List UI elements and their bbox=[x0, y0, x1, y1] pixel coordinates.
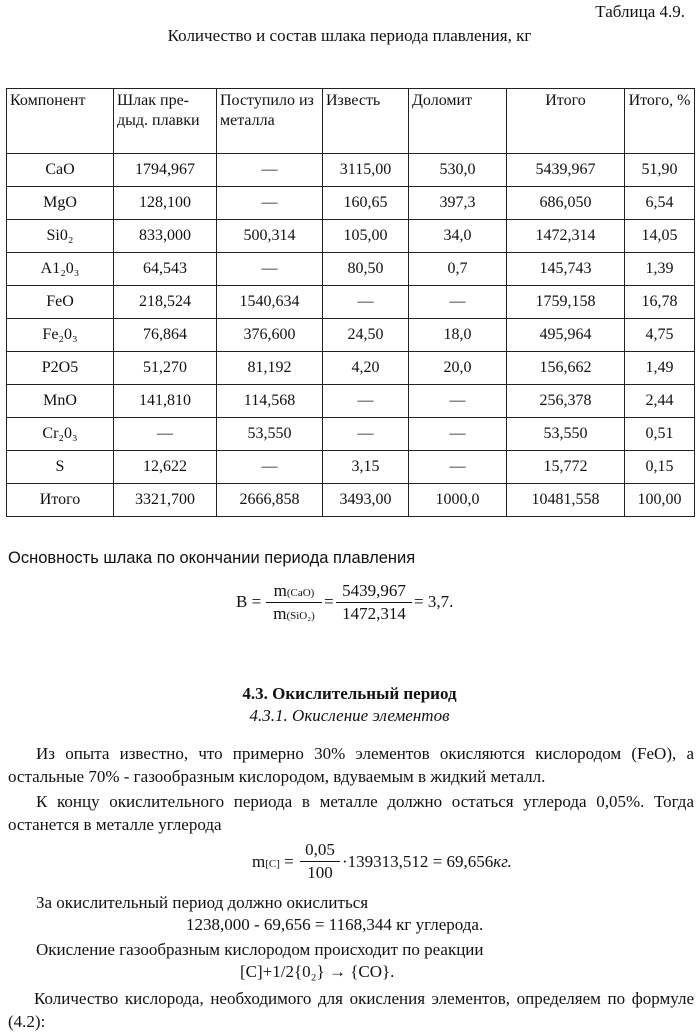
value-cell: 1,39 bbox=[625, 253, 695, 286]
basicity-label: Основность шлака по окончании периода плавления bbox=[8, 549, 416, 567]
value-cell: 256,378 bbox=[507, 385, 625, 418]
carbon-mass-unit: кг. bbox=[493, 852, 512, 871]
table-caption: Количество и состав шлака периода плавления, кг bbox=[167, 26, 532, 45]
value-cell: 3493,00 bbox=[323, 484, 409, 517]
value-cell: 20,0 bbox=[409, 352, 507, 385]
carbon-fraction bbox=[300, 840, 340, 883]
value-cell: 81,192 bbox=[217, 352, 323, 385]
reaction-equation: [C]+1/2{0₂} → {CO}. bbox=[240, 962, 395, 981]
fraction-denominator-value: 1472,314 bbox=[342, 604, 406, 623]
value-cell: 1540,634 bbox=[217, 286, 323, 319]
carbon-mass-subscript: [C] bbox=[265, 858, 280, 870]
value-cell: 141,810 bbox=[114, 385, 217, 418]
subsection-title: 4.3.1. Окисление элементов bbox=[249, 706, 450, 725]
value-cell: — bbox=[217, 154, 323, 187]
value-cell: 1000,0 bbox=[409, 484, 507, 517]
value-cell: 686,050 bbox=[507, 187, 625, 220]
value-cell: 156,662 bbox=[507, 352, 625, 385]
value-cell: 14,05 bbox=[625, 220, 695, 253]
value-cell: 1794,967 bbox=[114, 154, 217, 187]
component-cell: P2O5 bbox=[7, 352, 114, 385]
value-cell: 34,0 bbox=[409, 220, 507, 253]
section-title: 4.3. Окислительный период bbox=[242, 684, 457, 703]
component-cell: A1₂0₃ bbox=[7, 253, 114, 286]
value-cell: — bbox=[409, 451, 507, 484]
component-cell: S bbox=[7, 451, 114, 484]
reaction-intro: Окисление газообразным кислородом происходит по реакции bbox=[36, 940, 484, 959]
fraction-numerator-subscript: (CaO) bbox=[286, 587, 315, 599]
header-cell: Компонент bbox=[7, 89, 114, 154]
component-cell: MgO bbox=[7, 187, 114, 220]
value-cell: 64,543 bbox=[114, 253, 217, 286]
table-row bbox=[7, 451, 695, 484]
basicity-lhs: B = bbox=[236, 592, 262, 611]
carbon-mass-lhs: m[C] = bbox=[252, 852, 294, 871]
value-cell: — bbox=[217, 451, 323, 484]
table-number: Таблица 4.9. bbox=[595, 2, 685, 21]
value-cell: 24,50 bbox=[323, 319, 409, 352]
value-cell: 76,864 bbox=[114, 319, 217, 352]
component-cell: FeO bbox=[7, 286, 114, 319]
carbon-mass-value: ·139313,512 = 69,656 bbox=[342, 852, 494, 871]
component-cell: Fe₂0₃ bbox=[7, 319, 114, 352]
basicity-symbolic-fraction bbox=[266, 581, 322, 624]
value-cell: 53,550 bbox=[507, 418, 625, 451]
component-cell: CaO bbox=[7, 154, 114, 187]
carbon-oxidized-calc: 1238,000 - 69,656 = 1168,344 кг углерода. bbox=[186, 915, 484, 934]
value-cell: 2666,858 bbox=[217, 484, 323, 517]
value-cell: 218,524 bbox=[114, 286, 217, 319]
value-cell: 51,270 bbox=[114, 352, 217, 385]
value-cell: — bbox=[409, 418, 507, 451]
value-cell: 500,314 bbox=[217, 220, 323, 253]
table-row bbox=[7, 286, 695, 319]
table-row bbox=[7, 187, 695, 220]
value-cell: 53,550 bbox=[217, 418, 323, 451]
value-cell: 100,00 bbox=[625, 484, 695, 517]
carbon-mass-symbol: m bbox=[252, 852, 266, 871]
carbon-mass-result bbox=[342, 852, 512, 872]
table-row bbox=[7, 220, 695, 253]
table-row bbox=[7, 385, 695, 418]
header-cell: Итого, % bbox=[625, 89, 695, 154]
component-cell: Итого bbox=[7, 484, 114, 517]
header-cell: Итого bbox=[507, 89, 625, 154]
value-cell: 145,743 bbox=[507, 253, 625, 286]
value-cell: 105,00 bbox=[323, 220, 409, 253]
value-cell: 397,3 bbox=[409, 187, 507, 220]
value-cell: 12,622 bbox=[114, 451, 217, 484]
value-cell: 15,772 bbox=[507, 451, 625, 484]
value-cell: 16,78 bbox=[625, 286, 695, 319]
value-cell: 530,0 bbox=[409, 154, 507, 187]
table-row bbox=[7, 418, 695, 451]
paragraph-oxidation-share: Из опыта известно, что примерно 30% элементов окисляются кислородом (FeO), а остальные 70% - газообразным кислородом, вдуваемым в жидкий металл. bbox=[8, 744, 694, 786]
header-cell: Поступило из металла bbox=[217, 89, 323, 154]
component-cell: MnO bbox=[7, 385, 114, 418]
table-row bbox=[7, 154, 695, 187]
value-cell: — bbox=[409, 385, 507, 418]
fraction-numerator-value: 5439,967 bbox=[336, 581, 412, 603]
value-cell: 0,7 bbox=[409, 253, 507, 286]
table-header-row bbox=[7, 89, 695, 154]
value-cell: 1,49 bbox=[625, 352, 695, 385]
value-cell: 160,65 bbox=[323, 187, 409, 220]
table-row bbox=[7, 484, 695, 517]
basicity-result: = 3,7. bbox=[414, 592, 454, 611]
value-cell: 0,51 bbox=[625, 418, 695, 451]
value-cell: 2,44 bbox=[625, 385, 695, 418]
value-cell: 4,75 bbox=[625, 319, 695, 352]
value-cell: 376,600 bbox=[217, 319, 323, 352]
slag-composition-table bbox=[6, 88, 695, 517]
value-cell: 4,20 bbox=[323, 352, 409, 385]
value-cell: 18,0 bbox=[409, 319, 507, 352]
equals-sign: = bbox=[324, 592, 334, 611]
value-cell: 5439,967 bbox=[507, 154, 625, 187]
carbon-fraction-numerator: 0,05 bbox=[300, 840, 340, 862]
value-cell: 3,15 bbox=[323, 451, 409, 484]
value-cell: 833,000 bbox=[114, 220, 217, 253]
component-cell: Si0₂ bbox=[7, 220, 114, 253]
value-cell: — bbox=[114, 418, 217, 451]
value-cell: 3115,00 bbox=[323, 154, 409, 187]
value-cell: 1472,314 bbox=[507, 220, 625, 253]
fraction-numerator-symbol: m bbox=[273, 581, 287, 600]
oxidize-intro: За окислительный период должно окислиться bbox=[36, 893, 369, 912]
value-cell: — bbox=[323, 418, 409, 451]
basicity-numeric-fraction bbox=[336, 581, 412, 624]
value-cell: 128,100 bbox=[114, 187, 217, 220]
value-cell: — bbox=[217, 187, 323, 220]
value-cell: 1759,158 bbox=[507, 286, 625, 319]
fraction-denominator-symbol: m bbox=[273, 604, 287, 623]
header-cell: Известь bbox=[323, 89, 409, 154]
value-cell: — bbox=[323, 286, 409, 319]
table-row bbox=[7, 319, 695, 352]
table-row bbox=[7, 352, 695, 385]
value-cell: 3321,700 bbox=[114, 484, 217, 517]
value-cell: 114,568 bbox=[217, 385, 323, 418]
carbon-fraction-denominator: 100 bbox=[307, 863, 333, 882]
table-row bbox=[7, 253, 695, 286]
value-cell: 51,90 bbox=[625, 154, 695, 187]
value-cell: 80,50 bbox=[323, 253, 409, 286]
header-cell: Шлак пре-дыд. плавки bbox=[114, 89, 217, 154]
paragraph-oxygen-amount: Количество кислорода, необходимого для окисления элементов, определяем по формуле (4.2): bbox=[8, 989, 694, 1031]
value-cell: 6,54 bbox=[625, 187, 695, 220]
value-cell: — bbox=[217, 253, 323, 286]
value-cell: — bbox=[323, 385, 409, 418]
fraction-denominator-subscript: (SiO₂) bbox=[286, 610, 315, 622]
value-cell: 495,964 bbox=[507, 319, 625, 352]
component-cell: Cr₂0₃ bbox=[7, 418, 114, 451]
value-cell: — bbox=[409, 286, 507, 319]
table-body bbox=[7, 154, 695, 517]
paragraph-residual-carbon: К концу окислительного периода в металле должно остаться углерода 0,05%. Тогда останется в металле углерода bbox=[8, 792, 694, 834]
header-cell: Доломит bbox=[409, 89, 507, 154]
value-cell: 0,15 bbox=[625, 451, 695, 484]
value-cell: 10481,558 bbox=[507, 484, 625, 517]
